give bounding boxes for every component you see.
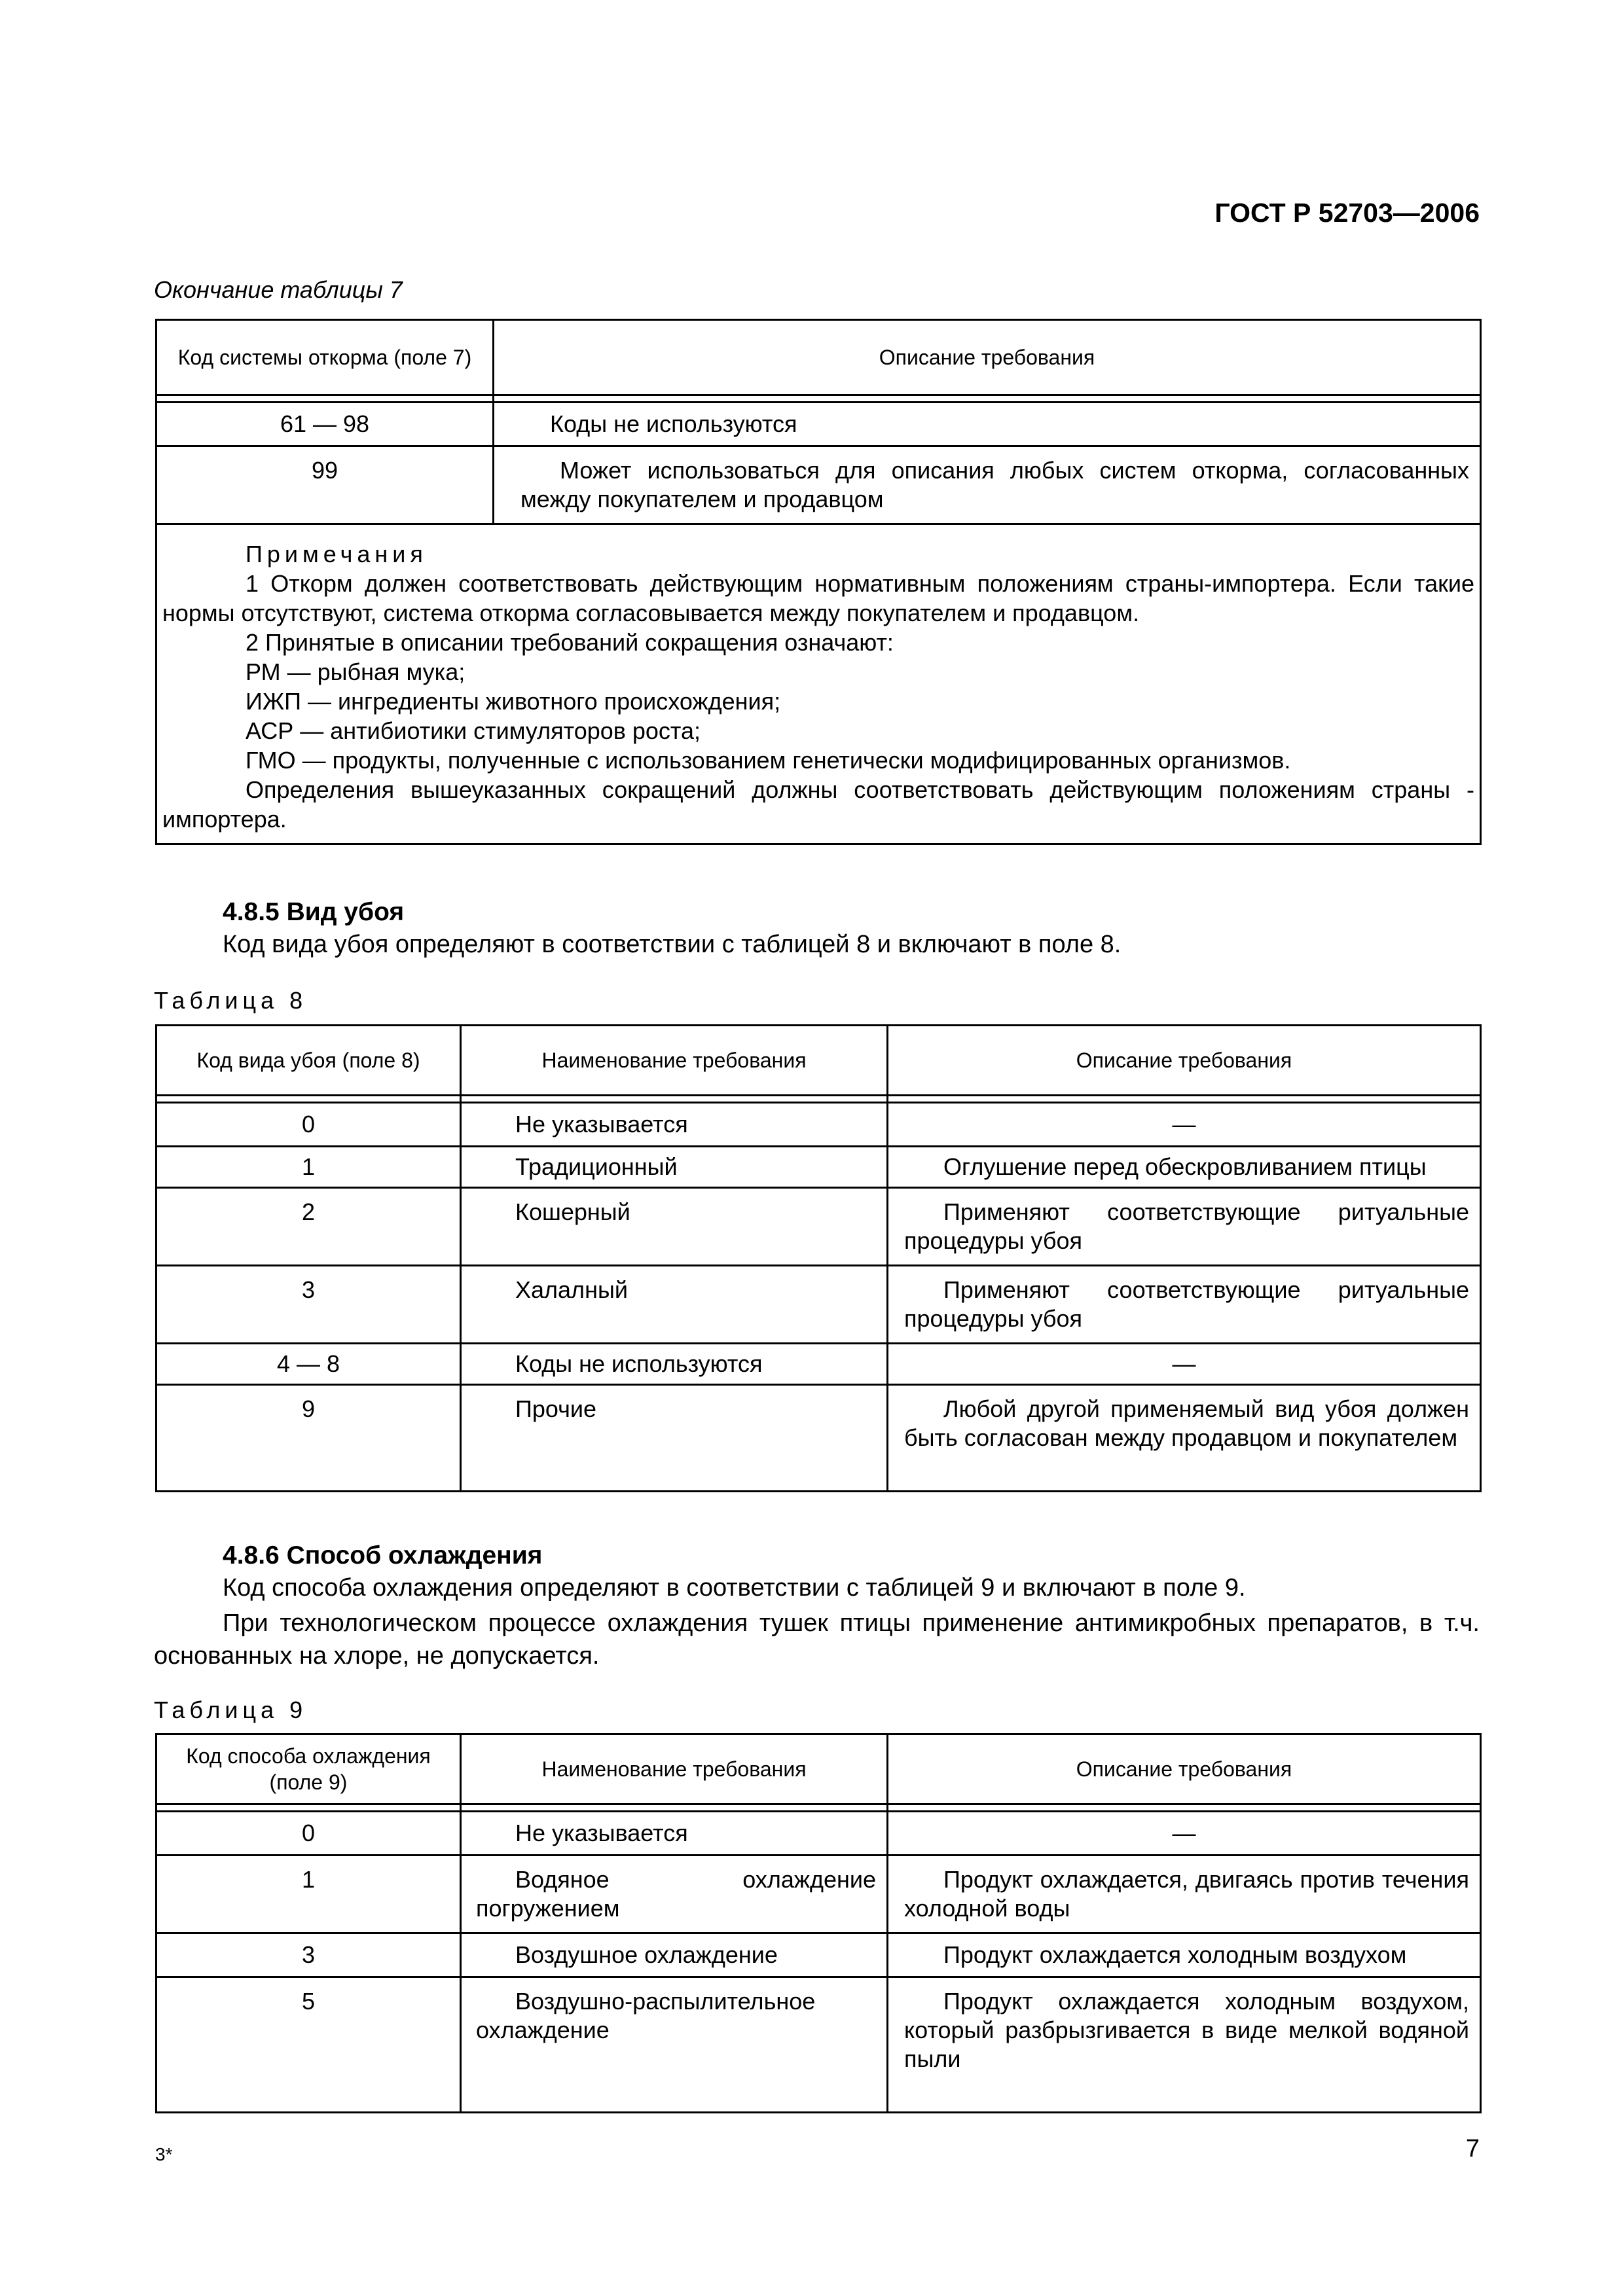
table8-caption: Таблица 8 xyxy=(154,987,308,1014)
table8-name: Традиционный xyxy=(461,1147,888,1188)
table-row xyxy=(156,1188,1481,1266)
note-1: 1 Откорм должен соответствовать действующим нормативным положениям страны-импортера. Если такие нормы отсутствуют, система откорма согласовывается между покупателем и продавцом. xyxy=(162,570,1474,626)
page-number: 7 xyxy=(1465,2135,1480,2162)
table8-code: 9 xyxy=(156,1385,461,1492)
table7-desc: Коды не используются xyxy=(494,403,1481,446)
table9-name: Воздушное охлаждение xyxy=(461,1933,888,1977)
table9-col-code: Код способа охлаждения (поле 9) xyxy=(156,1734,461,1804)
table8-col-name: Наименование требования xyxy=(461,1026,888,1096)
table-row xyxy=(156,1977,1481,2113)
table9-code: 5 xyxy=(156,1977,461,2113)
table8-desc: Применяют соответствующие ритуальные процедуры убоя xyxy=(888,1266,1481,1344)
table-8 xyxy=(155,1024,1482,1492)
table8-code: 2 xyxy=(156,1188,461,1266)
table8-col-desc: Описание требования xyxy=(888,1026,1481,1096)
table9-code: 0 xyxy=(156,1812,461,1856)
table-row xyxy=(156,1933,1481,1977)
table9-col-name: Наименование требования xyxy=(461,1734,888,1804)
table9-name: Воздушно-распылительное охлаждение xyxy=(461,1977,888,2113)
table7-col-code: Код системы откорма (поле 7) xyxy=(156,320,494,395)
table9-col-desc: Описание требования xyxy=(888,1734,1481,1804)
document-id: ГОСТ Р 52703—2006 xyxy=(1214,198,1480,228)
section-4-8-6-text-1: Код способа охлаждения определяют в соответствии с таблицей 9 и включают в поле 9. xyxy=(223,1574,1246,1602)
table8-name: Прочие xyxy=(461,1385,888,1492)
table9-code: 3 xyxy=(156,1933,461,1977)
note-2: 2 Принятые в описании требований сокращения означают: xyxy=(246,629,894,656)
table9-desc: Продукт охлаждается, двигаясь против течения холодной воды xyxy=(888,1856,1481,1933)
table8-code: 0 xyxy=(156,1103,461,1147)
table8-code: 4 — 8 xyxy=(156,1344,461,1385)
table-row xyxy=(156,1385,1481,1492)
table-row xyxy=(156,1103,1481,1147)
table7-code: 61 — 98 xyxy=(156,403,494,446)
table-row xyxy=(156,1856,1481,1933)
abbr-izhp: ИЖП — ингредиенты животного происхождения; xyxy=(246,688,781,715)
table8-name: Не указывается xyxy=(461,1103,888,1147)
table8-desc: — xyxy=(888,1103,1481,1147)
table8-code: 1 xyxy=(156,1147,461,1188)
abbr-asr: АСР — антибиотики стимуляторов роста; xyxy=(246,717,701,744)
table9-name: Водяное охлаждение погружением xyxy=(461,1856,888,1933)
table8-desc: Оглушение перед обескровливанием птицы xyxy=(888,1147,1481,1188)
table9-name: Не указывается xyxy=(461,1812,888,1856)
section-4-8-6-text-2: При технологическом процессе охлаждения тушек птицы применение антимикробных препаратов, в т.ч. основанных на хлоре, не допускается. xyxy=(154,1609,1480,1670)
abbr-rm: РМ — рыбная мука; xyxy=(246,658,465,685)
table9-desc: — xyxy=(888,1812,1481,1856)
table9-code: 1 xyxy=(156,1856,461,1933)
section-4-8-5-text: Код вида убоя определяют в соответствии с таблицей 8 и включают в поле 8. xyxy=(223,931,1122,958)
table8-name: Кошерный xyxy=(461,1188,888,1266)
table8-col-code: Код вида убоя (поле 8) xyxy=(156,1026,461,1096)
table-9 xyxy=(155,1733,1482,2113)
table-row xyxy=(156,446,1481,524)
table7-notes xyxy=(156,524,1481,844)
table7-caption: Окончание таблицы 7 xyxy=(154,276,403,303)
table-7 xyxy=(155,319,1482,845)
table9-caption: Таблица 9 xyxy=(154,1696,308,1723)
table9-desc: Продукт охлаждается холодным воздухом, который разбрызгивается в виде мелкой водяной пыли xyxy=(888,1977,1481,2113)
section-4-8-6-title: 4.8.6 Способ охлаждения xyxy=(223,1541,543,1570)
table8-desc: — xyxy=(888,1344,1481,1385)
table7-desc: Может использоваться для описания любых систем откорма, согласованных между покупателем и продавцом xyxy=(494,446,1481,524)
table-row xyxy=(156,1812,1481,1856)
table8-desc: Любой другой применяемый вид убоя должен быть согласован между продавцом и покупателем xyxy=(888,1385,1481,1492)
table7-col-desc: Описание требования xyxy=(494,320,1481,395)
notes-title: Примечания xyxy=(246,541,428,567)
table-row xyxy=(156,1147,1481,1188)
table-row xyxy=(156,403,1481,446)
sheet-mark: 3* xyxy=(155,2144,173,2164)
table8-name: Коды не используются xyxy=(461,1344,888,1385)
abbr-final-note: Определения вышеуказанных сокращений должны соответствовать действующим положениям страны - импортера. xyxy=(162,776,1474,833)
table-row xyxy=(156,1344,1481,1385)
table8-code: 3 xyxy=(156,1266,461,1344)
section-4-8-5-title: 4.8.5 Вид убоя xyxy=(223,898,405,926)
table7-code: 99 xyxy=(156,446,494,524)
abbr-gmo: ГМО — продукты, полученные с использованием генетически модифицированных организмов. xyxy=(246,747,1291,774)
table9-desc: Продукт охлаждается холодным воздухом xyxy=(888,1933,1481,1977)
table8-name: Халалный xyxy=(461,1266,888,1344)
table8-desc: Применяют соответствующие ритуальные процедуры убоя xyxy=(888,1188,1481,1266)
table-row xyxy=(156,1266,1481,1344)
